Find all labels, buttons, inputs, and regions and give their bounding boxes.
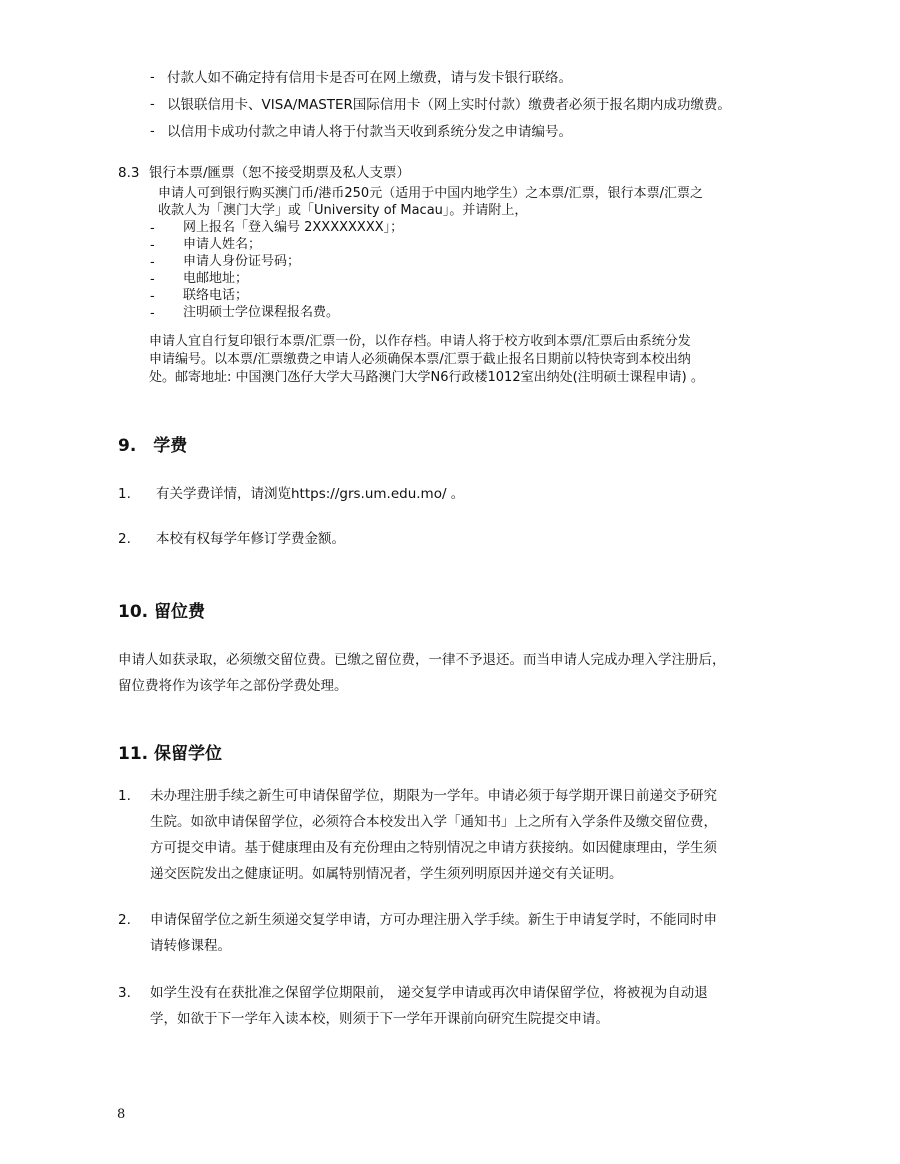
bullet-dash: -	[150, 255, 155, 270]
paragraph-line: 方可提交申请。基于健康理由及有充份理由之特别情况之申请方获接纳。如因健康理由，学生须	[150, 840, 717, 856]
list-item: 以银联信用卡、VISA/MASTER国际信用卡（网上实时付款）缴费者必须于报名期内成功缴费。	[167, 97, 731, 113]
paragraph-line: 收款人为「澳门大学」或「University of Macau」。并请附上，	[158, 203, 528, 218]
item-number: 2.	[118, 531, 131, 547]
item-number: 1.	[118, 486, 131, 502]
bullet-dash: -	[150, 124, 155, 139]
list-item: 付款人如不确定持有信用卡是否可在网上缴费，请与发卡银行联络。	[167, 70, 572, 86]
list-item: 以信用卡成功付款之申请人将于付款当天收到系统分发之申请编号。	[167, 124, 572, 140]
item-number: 3.	[118, 985, 131, 1001]
paragraph-line: 递交医院发出之健康证明。如属特别情况者，学生须列明原因并递交有关证明。	[150, 866, 623, 882]
paragraph-line: 申请人可到银行购买澳门币/港币250元（适用于中国内地学生）之本票/汇票，银行本票/汇票之	[158, 186, 703, 201]
list-item: 注明硕士学位课程报名费。	[183, 305, 340, 320]
section-heading: 9. 学费	[118, 436, 188, 456]
list-item: 网上报名「登入编号 2XXXXXXXX」；	[183, 220, 404, 235]
item-number: 1.	[118, 788, 131, 804]
paragraph-line: 如学生没有在获批准之保留学位期限前， 递交复学申请或再次申请保留学位，将被视为自动退	[150, 985, 708, 1001]
list-item: 本校有权每学年修订学费金额。	[156, 531, 345, 547]
paragraph-line: 申请编号。以本票/汇票缴费之申请人必须确保本票/汇票于截止报名日期前以特快寄到本校出纳	[149, 352, 691, 367]
paragraph-line: 留位费将作为该学年之部份学费处理。	[118, 678, 348, 694]
list-item: 申请人姓名；	[183, 237, 262, 252]
paragraph-line: 申请人如获录取，必须缴交留位费。已缴之留位费，一律不予退还。而当申请人完成办理入学注册后，	[118, 652, 726, 668]
list-item: 有关学费详情，请浏览https://grs.um.edu.mo/ 。	[156, 486, 465, 502]
page-number: 8	[117, 1107, 126, 1122]
bullet-dash: -	[150, 272, 155, 287]
section-number: 8.3	[118, 165, 140, 181]
bullet-dash: -	[150, 97, 155, 112]
paragraph-line: 处。邮寄地址: 中国澳门氹仔大学大马路澳门大学N6行政楼1012室出纳处(注明硕士课程申请) 。	[149, 370, 704, 385]
section-heading: 10. 留位费	[118, 602, 206, 622]
list-item: 电邮地址；	[183, 271, 249, 286]
bullet-dash: -	[150, 289, 155, 304]
paragraph-line: 申请人宜自行复印银行本票/汇票一份，以作存档。申请人将于校方收到本票/汇票后由系统分发	[149, 334, 691, 349]
bullet-dash: -	[150, 306, 155, 321]
bullet-dash: -	[150, 238, 155, 253]
list-item: 联络电话；	[183, 288, 249, 303]
bullet-dash: -	[150, 70, 155, 85]
list-item: 申请人身份证号码；	[183, 254, 301, 269]
paragraph-line: 学，如欲于下一学年入读本校，则须于下一学年开课前向研究生院提交申请。	[150, 1011, 609, 1027]
section-title: 银行本票/匯票（恕不接受期票及私人支票）	[149, 165, 411, 181]
paragraph-line: 生院。如欲申请保留学位，必须符合本校发出入学「通知书」上之所有入学条件及缴交留位费，	[150, 814, 717, 830]
section-heading: 11. 保留学位	[118, 744, 223, 764]
paragraph-line: 未办理注册手续之新生可申请保留学位，期限为一学年。申请必须于每学期开课日前递交予研究	[150, 788, 717, 804]
item-number: 2.	[118, 912, 131, 928]
bullet-dash: -	[150, 221, 155, 236]
paragraph-line: 请转修课程。	[150, 938, 231, 954]
paragraph-line: 申请保留学位之新生须递交复学申请，方可办理注册入学手续。新生于申请复学时，不能同时申	[150, 912, 717, 928]
